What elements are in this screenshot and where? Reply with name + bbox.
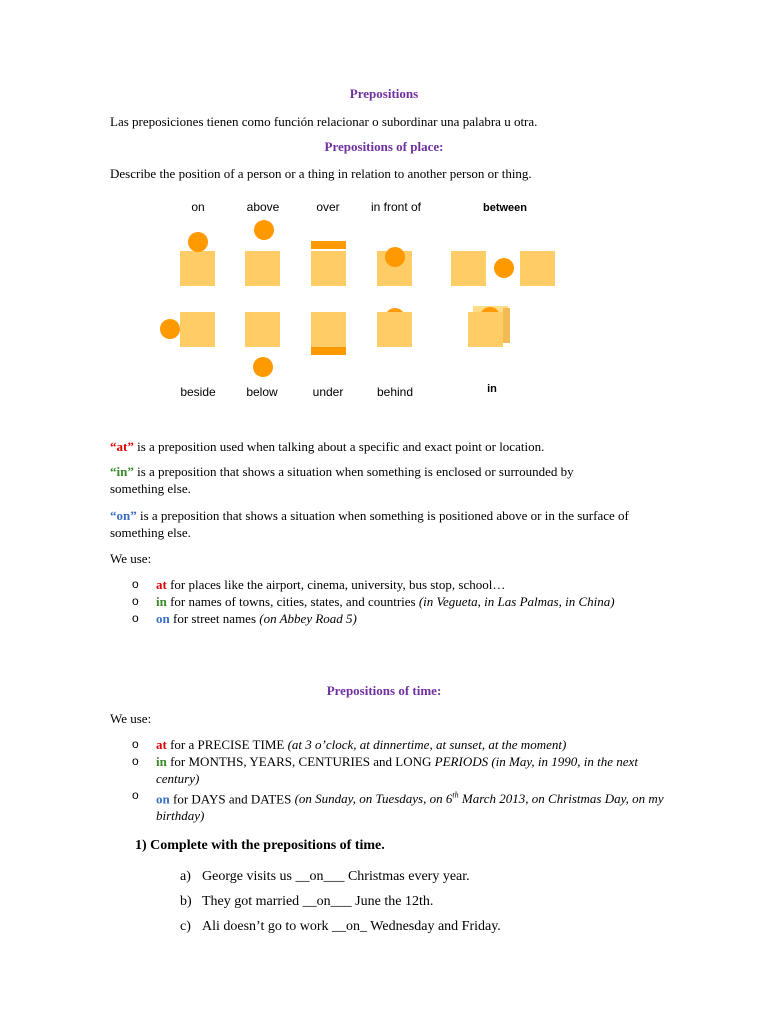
ball-on	[188, 232, 208, 252]
label-beside: beside	[180, 385, 216, 399]
list-item	[110, 787, 676, 824]
list-item-text: for DAYS and DATES	[169, 791, 295, 807]
time-use-list	[110, 736, 670, 824]
box-between-right	[520, 251, 555, 286]
place-heading: Prepositions of place:	[324, 139, 444, 154]
bar-under	[311, 347, 346, 355]
list-item	[110, 753, 676, 787]
word-in: in	[156, 594, 167, 609]
example-part-a: (on Sunday, on Tuesdays, on 6	[294, 791, 453, 807]
ball-beside	[160, 319, 180, 339]
label-behind: behind	[376, 385, 414, 399]
ball-between	[494, 258, 514, 278]
box-above	[245, 251, 280, 286]
box-over	[311, 251, 346, 286]
word-on: on	[156, 611, 170, 626]
place-use-list	[110, 576, 670, 627]
word-on: “on”	[110, 508, 137, 523]
list-item-text: for places like the airport, cinema, university, bus stop, school…	[166, 577, 506, 592]
word-on: on	[156, 791, 170, 807]
list-item-example: (on Abbey Road 5)	[259, 611, 357, 626]
word-in: “in”	[110, 464, 134, 479]
definition-at-text: is a preposition used when talking about a specific and exact point or location.	[133, 439, 545, 454]
box-beside	[180, 312, 215, 347]
definition-at	[110, 438, 630, 455]
list-item-text: for a PRECISE TIME	[166, 737, 288, 752]
example-part-b: March 2013, on Christmas Day, on my birthday)	[156, 791, 664, 824]
exercise-text: They got married __on___ June the 12th.	[202, 894, 434, 909]
exercise-item	[180, 864, 501, 889]
label-below: below	[246, 385, 278, 399]
ball-below	[253, 357, 273, 377]
exercise-title: 1) Complete with the prepositions of time.	[135, 838, 385, 853]
exercise-text: George visits us __on___ Christmas every year.	[202, 869, 470, 884]
definition-on	[110, 507, 630, 541]
place-we-use-label: We use:	[110, 551, 152, 566]
label-under: under	[312, 385, 344, 399]
ball-above	[254, 220, 274, 240]
label-in-front-of: in front of	[370, 200, 422, 214]
list-item-text: for MONTHS, YEARS, CENTURIES and LONG	[166, 754, 435, 769]
time-heading: Prepositions of time:	[326, 683, 442, 698]
exercise-list	[180, 864, 501, 939]
bullet-mark: o	[132, 737, 139, 751]
word-at: at	[156, 737, 167, 752]
bullet-mark: o	[132, 788, 139, 802]
bullet-mark: o	[132, 594, 139, 608]
list-item	[110, 736, 670, 753]
label-in: in	[487, 383, 497, 395]
ball-in-front-of	[385, 247, 405, 267]
list-item	[110, 576, 670, 593]
box-under	[311, 312, 346, 347]
box-behind	[377, 312, 412, 347]
time-we-use-label: We use:	[110, 711, 152, 726]
place-description: Describe the position of a person or a thing in relation to another person or thing.	[110, 166, 532, 181]
list-item-text: for names of towns, cities, states, and countries	[166, 594, 419, 609]
list-item-example: (at 3 o’clock, at dinnertime, at sunset, at the moment)	[287, 737, 567, 752]
exercise-letter: b)	[180, 894, 192, 909]
label-over: over	[316, 200, 340, 214]
list-item	[110, 610, 670, 627]
prepositions-of-place-figure	[160, 195, 580, 410]
list-item-example: (in Vegueta, in Las Palmas, in China)	[418, 594, 615, 609]
ordinal-suffix: th	[452, 791, 459, 800]
box-between-left	[451, 251, 486, 286]
bar-over	[311, 241, 346, 249]
exercise-letter: c)	[180, 919, 191, 934]
exercise-item	[180, 889, 501, 914]
label-on: on	[191, 200, 205, 214]
list-item-text: for street names	[169, 611, 260, 626]
cube-in	[468, 306, 514, 349]
label-above: above	[246, 200, 280, 214]
word-in: in	[156, 754, 167, 769]
word-at: “at”	[110, 439, 134, 454]
list-item-example: PERIODS (in May, in 1990, in the next century)	[156, 754, 638, 786]
definition-in-text: is a preposition that shows a situation when something is enclosed or surrounded by something else.	[110, 464, 574, 496]
definition-on-text: is a preposition that shows a situation when something is positioned above or in the surface of something else.	[110, 508, 629, 540]
exercise-item	[180, 914, 501, 939]
intro-paragraph: Las preposiciones tienen como función relacionar o subordinar una palabra u otra.	[110, 114, 538, 129]
list-item	[110, 593, 626, 610]
bullet-mark: o	[132, 577, 139, 591]
word-at: at	[156, 577, 167, 592]
bullet-mark: o	[132, 611, 139, 625]
page-title: Prepositions	[349, 86, 419, 101]
box-below	[245, 312, 280, 347]
box-on	[180, 251, 215, 286]
exercise-letter: a)	[180, 869, 191, 884]
exercise-text: Ali doesn’t go to work __on_ Wednesday and Friday.	[202, 919, 501, 934]
label-between: between	[482, 202, 527, 214]
definition-in	[110, 463, 630, 497]
bullet-mark: o	[132, 754, 139, 768]
